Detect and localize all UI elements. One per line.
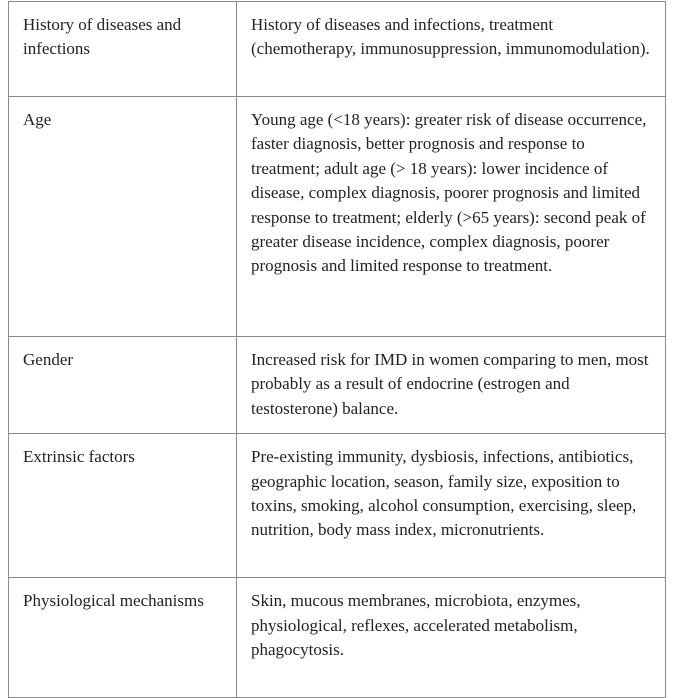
factor-cell: Gender [9, 337, 237, 434]
table-row [9, 434, 666, 578]
table-row [9, 97, 666, 337]
factor-cell: Age [9, 97, 237, 337]
description-cell: Young age (<18 years): greater risk of disease occurrence, faster diagnosis, better prognosis and response to treatment; adult age (> 18 years): lower incidence of disease, complex diagnosis, poorer prognosis and limited response to treatment; elderly (>65 years): second peak of greater disease incidence, complex diagnosis, poorer prognosis and limited response to treatment. [237, 97, 666, 337]
factor-cell: Physiological mechanisms [9, 578, 237, 698]
table-row [9, 2, 666, 97]
table-row [9, 337, 666, 434]
factors-table [8, 1, 666, 698]
factor-cell: Extrinsic factors [9, 434, 237, 578]
description-cell: Skin, mucous membranes, microbiota, enzymes, physiological, reflexes, accelerated metabolism, phagocytosis. [237, 578, 666, 698]
description-cell: Increased risk for IMD in women comparing to men, most probably as a result of endocrine (estrogen and testosterone) balance. [237, 337, 666, 434]
factor-cell: History of diseases and infections [9, 2, 237, 97]
description-cell: History of diseases and infections, treatment (chemotherapy, immunosuppression, immunomodulation). [237, 2, 666, 97]
factors-table-container [8, 1, 665, 662]
table-row [9, 578, 666, 698]
description-cell: Pre-existing immunity, dysbiosis, infections, antibiotics, geographic location, season, family size, exposition to toxins, smoking, alcohol consumption, exercising, sleep, nutrition, body mass index, micronutrients. [237, 434, 666, 578]
